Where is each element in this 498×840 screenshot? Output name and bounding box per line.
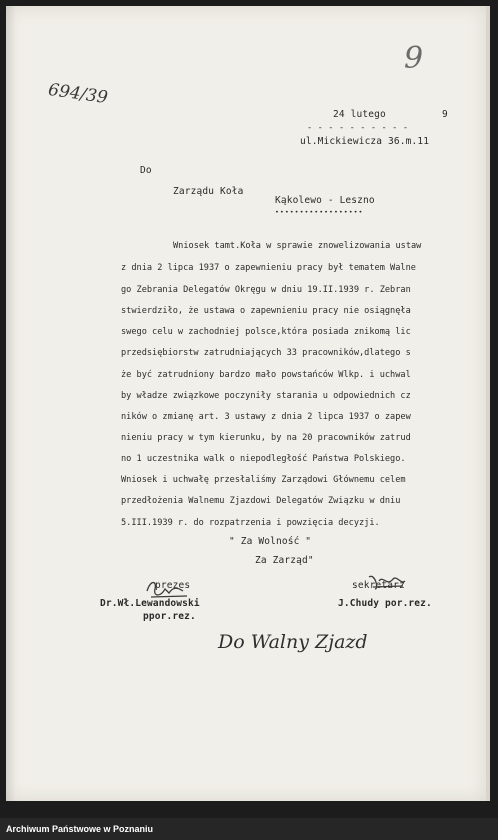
body-line: Wniosek i uchwałę przesłaliśmy Zarządowi Głównemu celem	[121, 475, 406, 485]
recipient-line-2: Kąkolewo - Leszno	[275, 195, 375, 206]
signature-scribble-right	[365, 571, 409, 593]
sender-address: ul.Mickiewicza 36.m.11	[300, 136, 430, 147]
body-line: 5.III.1939 r. do rozpatrzenia i powzięcia decyzji.	[121, 518, 380, 528]
archive-footer	[0, 818, 498, 840]
paper-sheet	[6, 6, 486, 801]
handwritten-page-number: 9	[404, 41, 424, 76]
body-line: swego celu w zachodniej polsce,która posiada znikomą lic	[121, 327, 411, 337]
body-line: go Zebrania Delegatów Okręgu w dniu 19.II.1939 r. Zebran	[121, 285, 411, 295]
body-line: Wniosek tamt.Koła w sprawie znowelizowania ustaw	[173, 241, 422, 251]
handwritten-file-mark: 694/39	[46, 79, 109, 109]
signatory-right-name: J.Chudy por.rez.	[338, 598, 432, 609]
date-underline: - - - - - - - - - -	[307, 123, 409, 133]
handwritten-annotation: Do Walny Zjazd	[218, 631, 368, 653]
letter-date: 24 lutego	[333, 109, 386, 120]
body-line: by władze związkowe poczyniły starania u odpowiednich cz	[121, 391, 411, 401]
paper-fold-shadow	[6, 6, 16, 801]
recipient-underline: ••••••••••••••••••	[275, 208, 364, 216]
signatory-left-name: Dr.Wł.Lewandowski	[100, 598, 200, 609]
letter-date-page: 9	[442, 109, 448, 120]
closing-motto: " Za Wolność "	[229, 536, 312, 547]
body-line: z dnia 2 lipca 1937 o zapewnieniu pracy był tematem Walne	[121, 263, 416, 273]
body-line: no 1 uczestnika walk o niepodległość Państwa Polskiego.	[121, 454, 406, 464]
role-president: prezes	[155, 580, 191, 591]
recipient-line-1: Zarządu Koła	[173, 186, 244, 197]
archive-name: Archiwum Państwowe w Poznaniu	[6, 824, 154, 834]
paper-edge	[486, 6, 490, 801]
body-line: przedłożenia Walnemu Zjazdowi Delegatów Związku w dniu	[121, 496, 401, 506]
role-secretary: sekretarz	[352, 580, 405, 591]
closing-for-board: Za Zarząd"	[255, 555, 314, 566]
to-label: Do	[140, 165, 152, 176]
body-line: stwierdziło, że ustawa o zapewnieniu pracy nie osiągnęła	[121, 306, 411, 316]
body-line: przedsiębiorstw zatrudniających 33 pracowników,dlatego s	[121, 348, 411, 358]
body-line: nieniu pracy w tym kierunku, by na 20 pracowników zatrud	[121, 433, 411, 443]
body-line: ników o zmianę art. 3 ustawy z dnia 2 lipca 1937 o zapew	[121, 412, 411, 422]
signatory-left-rank: ppor.rez.	[143, 611, 196, 622]
body-line: że być zatrudniony bardzo mało powstańców Wlkp. i uchwal	[121, 370, 411, 380]
